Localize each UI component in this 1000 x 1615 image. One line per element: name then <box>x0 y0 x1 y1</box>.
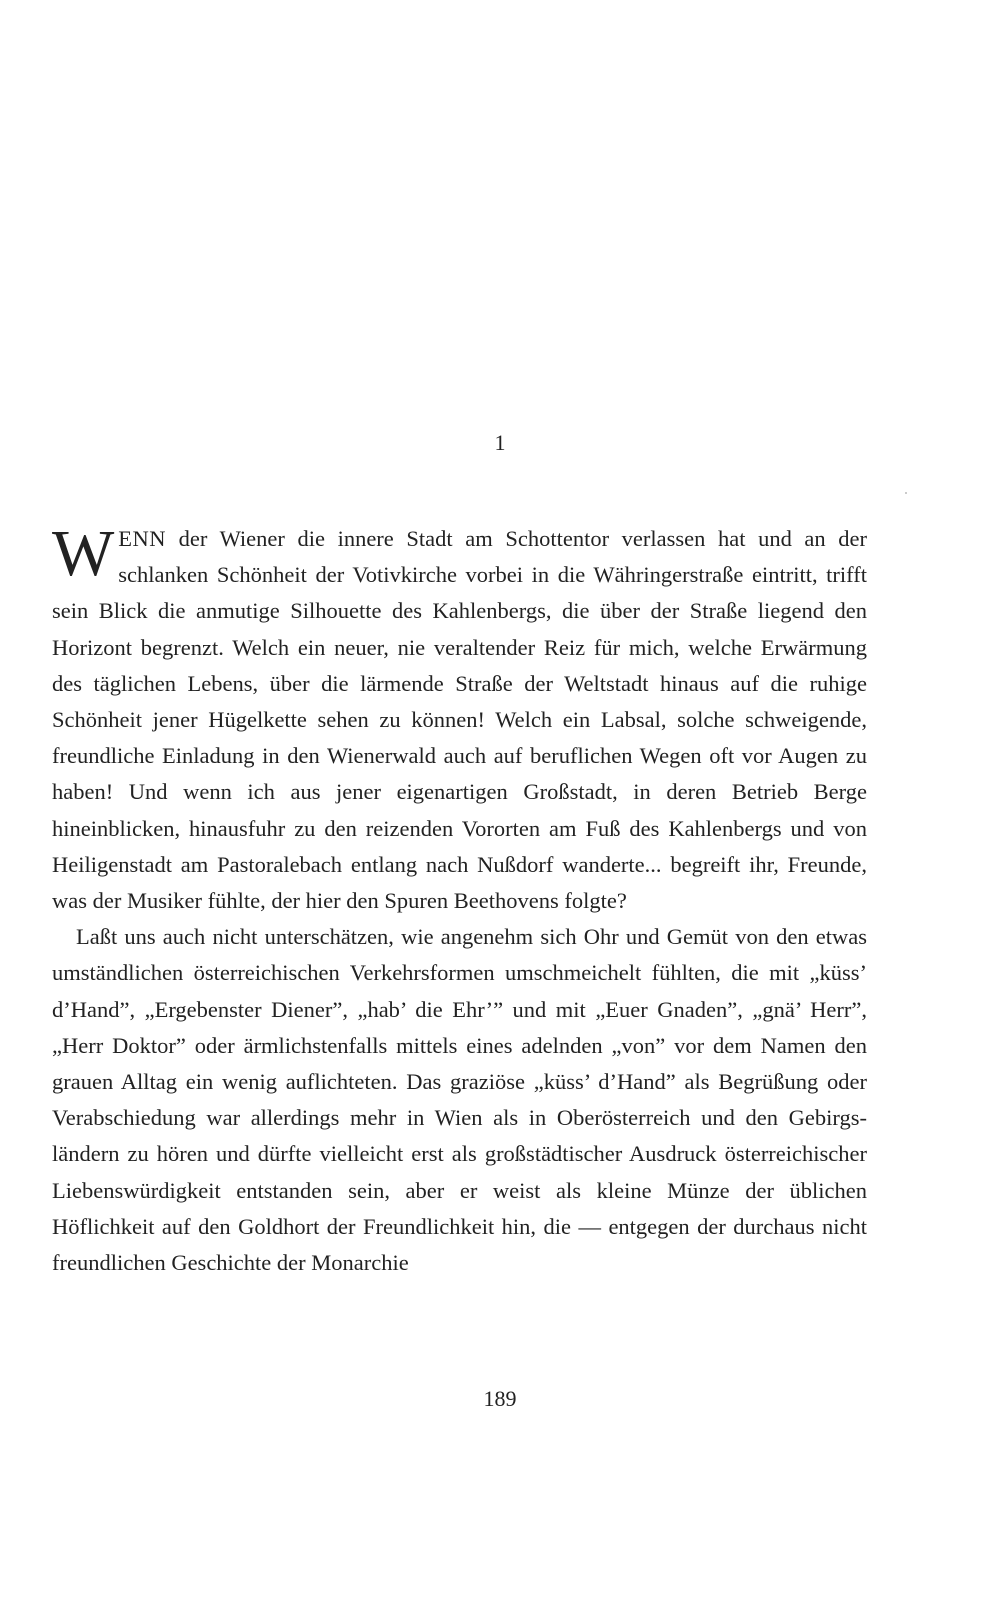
first-word-small-caps: ENN <box>118 526 167 551</box>
paper-speck <box>905 492 907 494</box>
paragraph-text: der Wiener die innere Stadt am Schottentor verlassen hat und an der schlanken Schönheit der Votivkirche vorbei in die Währingerstraße eintritt, trifft sein Blick die anmutige Silhouette des Kahlenbergs, die über der Straße liegend den Horizont begrenzt. Welch ein neuer, nie veraltender Reiz für mich, welche Erwärmung des täglichen Lebens, über die lärmende Straße der Weltstadt hinaus auf die ruhige Schönheit jener Hügelkette sehen zu können! Welch ein Labsal, solche schweigende, freundliche Einladung in den Wienerwald auch auf beruflichen Wegen oft vor Augen zu haben! Und wenn ich aus jener eigenartigen Großstadt, in deren Betrieb Berge hineinblicken, hinausfuhr zu den reizenden Vororten am Fuß des Kahlenbergs und von Heiligenstadt am Pastoralebach entlang nach Nußdorf wanderte... begreift ihr, Freunde, was der Musiker fühlte, der hier den Spuren Beethovens folgte? <box>52 526 867 914</box>
page-number: 189 <box>483 1386 517 1411</box>
body-text <box>52 517 867 1281</box>
paragraph: Laßt uns auch nicht unterschätzen, wie angenehm sich Ohr und Gemüt von den etwas umständlichen österreichischen Verkehrsformen umschmeichelt fühlten, die mit „küss’ d’Hand”, „Ergebenster Diener”, „hab’ die Ehr’” und mit „Euer Gnaden”, „gnä’ Herr”, „Herr Doktor” oder ärmlichstenfalls mittels eines adelnden „von” vor dem Namen den grauen Alltag ein wenig auflichteten. Das graziöse „küss’ d’Hand” als Begrüßung oder Verabschiedung war allerdings mehr in Wien als in Oberösterreich und den Gebirgsländern zu hören und dürfte vielleicht erst als großstädtischer Ausdruck österreichischer Liebenswürdigkeit entstanden sein, aber er weist als kleine Münze der üblichen Höflichkeit auf den Goldhort der Freundlichkeit hin, die — entgegen der durchaus nicht freundlichen Geschichte der Monarchie <box>52 924 867 1276</box>
drop-cap-initial: W <box>52 517 115 590</box>
chapter-number: 1 <box>494 430 506 455</box>
paragraph <box>52 517 867 919</box>
